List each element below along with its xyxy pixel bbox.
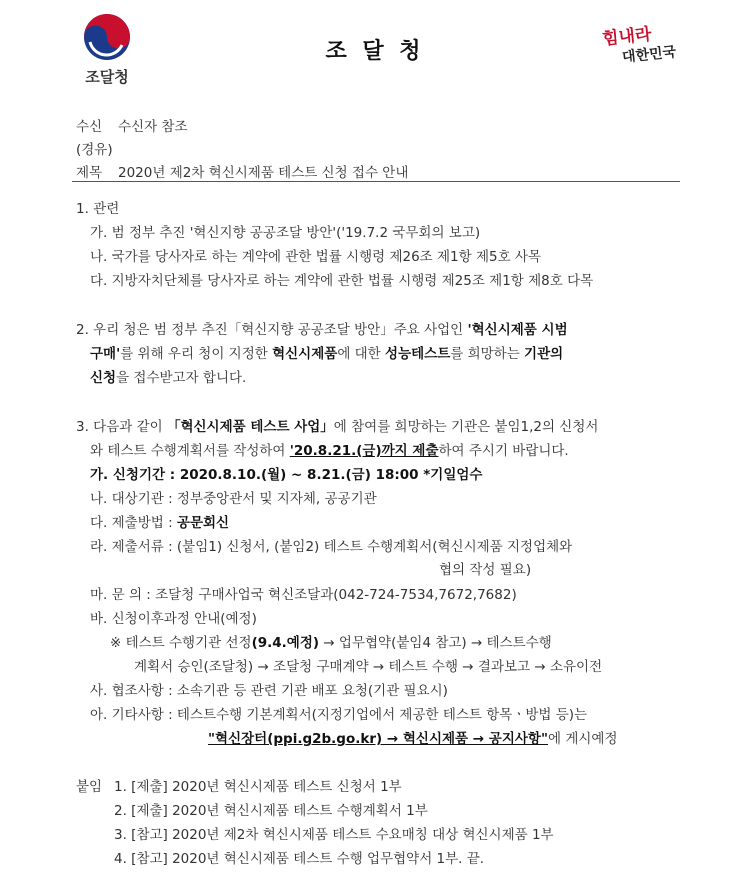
section3-item-ma: 마. 문 의 : 조달청 구매사업국 혁신조달과(042-724-7534,7672,7682) (90, 587, 517, 603)
section2-line2 (90, 342, 563, 362)
text-span: 기관의 (524, 346, 564, 362)
text-span: ※ 테스트 수행기관 선정 (110, 635, 252, 651)
text-span: 구매' (90, 346, 121, 362)
attachment-item: 2. [제출] 2020년 혁신시제품 테스트 수행계획서 1부 (114, 803, 428, 819)
subject-label: 제목 (76, 165, 103, 181)
recipient-value: 수신자 참조 (118, 119, 188, 135)
section3-item-a-cont (208, 727, 618, 747)
attachment-item: 3. [참고] 2020년 제2차 혁신시제품 테스트 수요매칭 대상 혁신시제품 1부 (114, 827, 554, 843)
section3-item-sa: 사. 협조사항 : 소속기관 등 관련 기관 배포 요청(기관 필요시) (90, 683, 448, 699)
text-span: 「혁신시제품 테스트 사업」 (166, 419, 334, 435)
slogan-line1: 힘내라 (601, 24, 653, 50)
section3-line2 (90, 439, 569, 459)
section1-item: 나. 국가를 당사자로 하는 계약에 관한 법률 시행령 제26조 제1항 제5호 사목 (90, 249, 541, 265)
subject-row (76, 161, 408, 181)
text-span: '혁신시제품 시범 (467, 322, 568, 338)
text-span: 를 위해 우리 청이 지정한 (120, 346, 273, 362)
text-span: 을 접수받고자 합니다. (116, 370, 247, 386)
attachment-item: 4. [참고] 2020년 혁신시제품 테스트 수행 업무협약서 1부. 끝. (114, 851, 485, 867)
section1-item: 가. 범 정부 추진 '혁신지향 공공조달 방안'('19.7.2 국무회의 보고) (90, 225, 481, 241)
recipient-label: 수신 (76, 119, 103, 135)
process-note-line1 (110, 631, 552, 651)
text-span: 1. [제출] 2020년 혁신시제품 테스트 신청서 1부 (114, 779, 402, 795)
section3-line1 (76, 415, 598, 435)
section3-item-da (90, 511, 229, 531)
process-note-line2: 계획서 승인(조달청) → 조달청 구매계약 → 테스트 수행 → 결과보고 → 소유이전 (134, 659, 603, 675)
section1-item: 다. 지방자치단체를 당사자로 하는 계약에 관한 법률 시행령 제25조 제1항 제8호 다목 (90, 273, 594, 289)
section3-item-a: 아. 기타사항 : 테스트수행 기본계획서(지정기업에서 제공한 테스트 항목ㆍ방법 등)는 (90, 707, 588, 723)
text-span: 와 테스트 수행계획서를 작성하여 (90, 443, 290, 459)
recipient-row (76, 115, 188, 135)
text-span: 혁신시제품 (272, 346, 338, 362)
attachments-label: 붙임 (76, 779, 103, 795)
section3-item-ga: 가. 신청기간 : 2020.8.10.(월) ~ 8.21.(금) 18:00 *기일엄수 (90, 467, 483, 483)
text-span: 에 참여를 희망하는 기관은 붙임1,2의 신청서 (333, 419, 599, 435)
section3-item-ra-cont: 협의 작성 필요) (439, 562, 532, 578)
page-title: 조 달 청 (325, 39, 425, 64)
section3-item-na: 나. 대상기관 : 정부중앙관서 및 지자체, 공공기관 (90, 491, 377, 507)
text-span: 를 희망하는 (450, 346, 525, 362)
text-span: 에 대한 (337, 346, 386, 362)
agency-logo-text: 조달청 (85, 68, 129, 86)
text-span: 하여 주시기 바랍니다. (438, 443, 569, 459)
subject-value: 2020년 제2차 혁신시제품 테스트 신청 접수 안내 (118, 165, 409, 181)
via-row: (경유) (76, 142, 113, 158)
section1-heading: 1. 관련 (76, 201, 120, 217)
slogan-logo (600, 22, 686, 74)
text-span: (9.4.예정) (251, 635, 320, 651)
slogan-line2: 대한민국 (621, 44, 677, 66)
attachment-item (76, 775, 402, 795)
text-span: 성능테스트 (385, 346, 451, 362)
notice-path-text: "혁신장터(ppi.g2b.go.kr) → 혁신시제품 → 공지사항" (208, 731, 548, 747)
text-span: 에 게시예정 (548, 731, 618, 747)
section2-line1 (76, 318, 568, 338)
text-span: 신청 (90, 370, 117, 386)
text-span: 3. 다음과 같이 (76, 419, 167, 435)
text-span: 공문회신 (176, 515, 230, 531)
text-span: 2. 우리 청은 범 정부 추진「혁신지향 공공조달 방안」주요 사업인 (76, 322, 468, 338)
section3-item-ra: 라. 제출서류 : (붙임1) 신청서, (붙임2) 테스트 수행계획서(혁신시제품 지정업체와 (90, 539, 573, 555)
deadline-text: '20.8.21.(금)까지 제출 (289, 443, 439, 459)
section2-line3 (90, 366, 246, 386)
section3-item-ba: 바. 신청이후과정 안내(예정) (90, 611, 257, 627)
text-span: → 업무협약(붙임4 참고) → 테스트수행 (319, 635, 552, 651)
header-divider (72, 181, 680, 182)
text-span: 다. 제출방법 : (90, 515, 177, 531)
